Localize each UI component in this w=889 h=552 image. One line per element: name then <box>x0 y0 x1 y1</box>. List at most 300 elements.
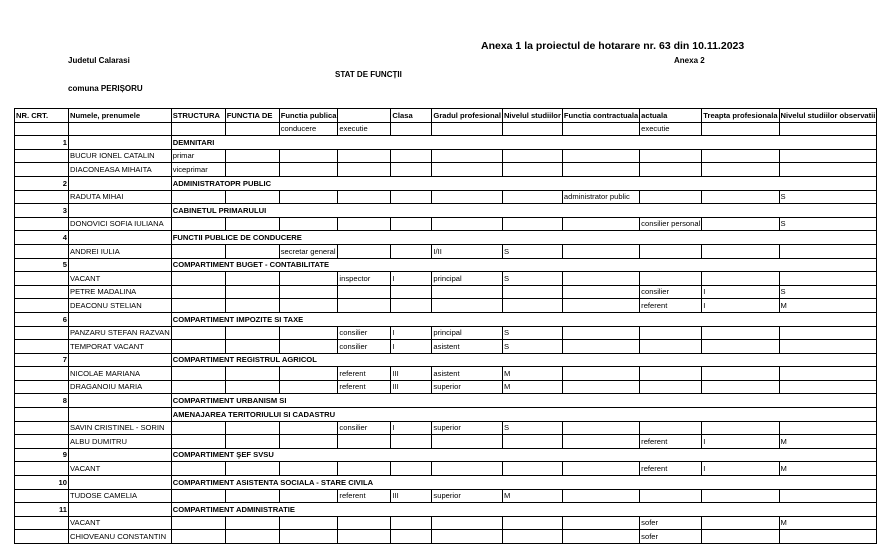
section-title: AMENAJAREA TERITORIULUI SI CADASTRU <box>171 408 877 422</box>
cell-fde <box>225 217 279 231</box>
subheader-empty <box>225 122 279 136</box>
cell-actuala <box>640 326 702 340</box>
row-number: 11 <box>15 503 69 517</box>
cell-name: ANDREI IULIA <box>69 244 172 258</box>
cell-executie <box>338 530 391 544</box>
cell-structura <box>171 462 225 476</box>
subheader-executie: executie <box>338 122 391 136</box>
cell-structura: viceprimar <box>171 163 225 177</box>
cell-conducere <box>279 149 338 163</box>
cell-treapta <box>702 217 779 231</box>
cell-clasa: III <box>391 489 432 503</box>
empty-cell <box>69 231 172 245</box>
row-number <box>15 163 69 177</box>
cell-clasa <box>391 217 432 231</box>
cell-nivel: S <box>502 326 562 340</box>
cell-name: DRAGANOIU MARIA <box>69 380 172 394</box>
cell-name: DONOVICI SOFIA IULIANA <box>69 217 172 231</box>
cell-structura <box>171 489 225 503</box>
employee-row <box>15 367 877 381</box>
employee-row <box>15 326 877 340</box>
subheader-empty <box>391 122 432 136</box>
row-number <box>15 530 69 544</box>
cell-executie: consilier <box>338 340 391 354</box>
row-number: 4 <box>15 231 69 245</box>
cell-grad: principal <box>432 326 503 340</box>
cell-clasa <box>391 435 432 449</box>
subheader-conducere: conducere <box>279 122 338 136</box>
cell-executie <box>338 285 391 299</box>
cell-nivel <box>502 217 562 231</box>
cell-nivel2: S <box>779 285 877 299</box>
section-title: COMPARTIMENT URBANISM SI <box>171 394 877 408</box>
cell-fcontract <box>562 367 639 381</box>
cell-fde <box>225 380 279 394</box>
cell-clasa: III <box>391 367 432 381</box>
subheader-empty <box>502 122 562 136</box>
cell-structura <box>171 299 225 313</box>
row-number <box>15 326 69 340</box>
cell-grad <box>432 163 503 177</box>
row-number: 8 <box>15 394 69 408</box>
row-number <box>15 244 69 258</box>
cell-nivel: M <box>502 380 562 394</box>
section-row <box>15 476 877 490</box>
cell-actuala <box>640 149 702 163</box>
cell-structura <box>171 516 225 530</box>
cell-fcontract <box>562 516 639 530</box>
employee-row <box>15 530 877 544</box>
cell-executie <box>338 149 391 163</box>
row-number <box>15 149 69 163</box>
cell-grad <box>432 285 503 299</box>
cell-clasa <box>391 285 432 299</box>
header-functia-contractuala: Functia contractuala <box>562 109 639 123</box>
cell-fde <box>225 340 279 354</box>
cell-executie: referent <box>338 367 391 381</box>
cell-name: VACANT <box>69 462 172 476</box>
row-number <box>15 217 69 231</box>
staff-table <box>14 108 877 544</box>
cell-nivel2: M <box>779 516 877 530</box>
cell-executie <box>338 163 391 177</box>
cell-treapta <box>702 421 779 435</box>
row-number <box>15 272 69 286</box>
cell-treapta <box>702 272 779 286</box>
cell-fcontract <box>562 489 639 503</box>
cell-clasa: I <box>391 272 432 286</box>
cell-name: BUCUR IONEL CATALIN <box>69 149 172 163</box>
cell-actuala: sofer <box>640 516 702 530</box>
cell-treapta <box>702 530 779 544</box>
cell-fcontract <box>562 340 639 354</box>
cell-name: CHIOVEANU CONSTANTIN <box>69 530 172 544</box>
cell-conducere <box>279 299 338 313</box>
commune-label: comuna PERIȘORU <box>68 84 143 93</box>
employee-row <box>15 299 877 313</box>
section-row <box>15 408 877 422</box>
cell-grad <box>432 299 503 313</box>
cell-fcontract <box>562 163 639 177</box>
employee-row <box>15 285 877 299</box>
row-number <box>15 516 69 530</box>
cell-treapta: I <box>702 462 779 476</box>
section-title: CABINETUL PRIMARULUI <box>171 204 877 218</box>
cell-actuala <box>640 190 702 204</box>
employee-row <box>15 380 877 394</box>
cell-conducere <box>279 326 338 340</box>
cell-clasa: III <box>391 380 432 394</box>
section-title: FUNCTII PUBLICE DE CONDUCERE <box>171 231 877 245</box>
cell-grad: superior <box>432 421 503 435</box>
cell-structura <box>171 435 225 449</box>
cell-nivel2 <box>779 380 877 394</box>
cell-actuala <box>640 340 702 354</box>
cell-conducere <box>279 163 338 177</box>
subheader-empty <box>562 122 639 136</box>
cell-executie: consilier <box>338 421 391 435</box>
employee-row <box>15 421 877 435</box>
empty-cell <box>69 394 172 408</box>
header-actuala: actuala <box>640 109 702 123</box>
cell-treapta <box>702 326 779 340</box>
cell-fcontract <box>562 244 639 258</box>
cell-grad <box>432 217 503 231</box>
cell-grad <box>432 530 503 544</box>
cell-actuala: referent <box>640 435 702 449</box>
cell-fde <box>225 421 279 435</box>
empty-cell <box>69 448 172 462</box>
cell-treapta <box>702 489 779 503</box>
subheader-empty <box>432 122 503 136</box>
cell-structura <box>171 367 225 381</box>
cell-fcontract <box>562 380 639 394</box>
employee-row <box>15 217 877 231</box>
cell-clasa <box>391 299 432 313</box>
subheader-empty <box>15 122 69 136</box>
empty-cell <box>69 503 172 517</box>
cell-clasa <box>391 244 432 258</box>
cell-conducere <box>279 272 338 286</box>
document-title: STAT DE FUNCȚII <box>335 70 402 79</box>
cell-name: PANZARU STEFAN RAZVAN <box>69 326 172 340</box>
cell-grad: I/II <box>432 244 503 258</box>
cell-actuala <box>640 163 702 177</box>
cell-actuala <box>640 489 702 503</box>
cell-nivel2: M <box>779 462 877 476</box>
cell-nivel2: M <box>779 299 877 313</box>
cell-nivel2 <box>779 421 877 435</box>
subheader-actuala-executie: executie <box>640 122 702 136</box>
cell-nivel: S <box>502 340 562 354</box>
empty-cell <box>69 258 172 272</box>
cell-executie: consilier <box>338 326 391 340</box>
cell-fcontract <box>562 326 639 340</box>
cell-fde <box>225 285 279 299</box>
cell-name: TEMPORAT VACANT <box>69 340 172 354</box>
cell-name: TUDOSE CAMELIA <box>69 489 172 503</box>
cell-executie <box>338 435 391 449</box>
header-observatii: observatii <box>839 110 876 120</box>
cell-nivel2 <box>779 489 877 503</box>
row-number: 6 <box>15 312 69 326</box>
row-number <box>15 285 69 299</box>
cell-nivel2: S <box>779 217 877 231</box>
cell-fcontract <box>562 285 639 299</box>
employee-row <box>15 435 877 449</box>
section-title: ADMINISTRATOPR PUBLIC <box>171 176 877 190</box>
cell-structura <box>171 244 225 258</box>
employee-row <box>15 340 877 354</box>
cell-grad: superior <box>432 489 503 503</box>
cell-actuala: referent <box>640 462 702 476</box>
cell-treapta: I <box>702 299 779 313</box>
cell-fcontract <box>562 217 639 231</box>
cell-fcontract <box>562 530 639 544</box>
table-subheader-row <box>15 122 877 136</box>
employee-row <box>15 462 877 476</box>
section-title: COMPARTIMENT IMPOZITE SI TAXE <box>171 312 877 326</box>
section-title: DEMNITARI <box>171 136 877 150</box>
cell-nivel2 <box>779 340 877 354</box>
subheader-empty <box>171 122 225 136</box>
cell-treapta <box>702 367 779 381</box>
section-row <box>15 448 877 462</box>
cell-name: SAVIN CRISTINEL - SORIN <box>69 421 172 435</box>
row-number <box>15 408 69 422</box>
cell-structura <box>171 285 225 299</box>
table-header-row <box>15 109 877 123</box>
annex-2-label: Anexa 2 <box>674 56 705 65</box>
cell-nivel: M <box>502 489 562 503</box>
cell-conducere <box>279 462 338 476</box>
header-gradul-profesional: Gradul profesional <box>432 109 503 123</box>
cell-executie <box>338 190 391 204</box>
cell-fde <box>225 163 279 177</box>
cell-grad: asistent <box>432 367 503 381</box>
section-row <box>15 353 877 367</box>
cell-actuala <box>640 421 702 435</box>
cell-clasa: I <box>391 326 432 340</box>
section-row <box>15 503 877 517</box>
cell-nivel <box>502 149 562 163</box>
subheader-empty <box>69 122 172 136</box>
cell-nivel2 <box>779 244 877 258</box>
section-row <box>15 312 877 326</box>
row-number <box>15 462 69 476</box>
row-number <box>15 190 69 204</box>
row-number <box>15 340 69 354</box>
cell-clasa <box>391 149 432 163</box>
cell-nivel <box>502 163 562 177</box>
row-number <box>15 489 69 503</box>
cell-fde <box>225 299 279 313</box>
subheader-empty <box>779 122 877 136</box>
cell-executie: referent <box>338 380 391 394</box>
cell-fde <box>225 489 279 503</box>
cell-nivel <box>502 299 562 313</box>
cell-executie <box>338 244 391 258</box>
employee-row <box>15 190 877 204</box>
row-number: 9 <box>15 448 69 462</box>
header-clasa: Clasa <box>391 109 432 123</box>
cell-executie <box>338 299 391 313</box>
cell-fde <box>225 149 279 163</box>
cell-grad <box>432 149 503 163</box>
cell-treapta <box>702 516 779 530</box>
cell-grad <box>432 462 503 476</box>
cell-fcontract <box>562 272 639 286</box>
cell-nivel2: S <box>779 190 877 204</box>
cell-structura <box>171 421 225 435</box>
header-nivelul-studiilor-2 <box>779 109 877 123</box>
cell-nivel: S <box>502 244 562 258</box>
cell-name: VACANT <box>69 272 172 286</box>
row-number: 1 <box>15 136 69 150</box>
cell-fde <box>225 190 279 204</box>
cell-fde <box>225 462 279 476</box>
row-number: 3 <box>15 204 69 218</box>
cell-actuala: consilier personal <box>640 217 702 231</box>
cell-fcontract: administrator public <box>562 190 639 204</box>
cell-nivel <box>502 530 562 544</box>
cell-nivel: S <box>502 272 562 286</box>
header-functia-publica-cont <box>338 109 391 123</box>
employee-row <box>15 272 877 286</box>
cell-clasa: I <box>391 340 432 354</box>
empty-cell <box>69 476 172 490</box>
cell-structura <box>171 340 225 354</box>
section-title: COMPARTIMENT REGISTRUL AGRICOL <box>171 353 877 367</box>
row-number <box>15 380 69 394</box>
cell-clasa <box>391 190 432 204</box>
cell-fde <box>225 367 279 381</box>
cell-name: ALBU DUMITRU <box>69 435 172 449</box>
cell-nivel <box>502 516 562 530</box>
cell-executie <box>338 217 391 231</box>
cell-conducere: secretar general <box>279 244 338 258</box>
cell-grad <box>432 190 503 204</box>
cell-conducere <box>279 516 338 530</box>
section-row <box>15 176 877 190</box>
cell-conducere <box>279 380 338 394</box>
cell-actuala <box>640 380 702 394</box>
employee-row <box>15 149 877 163</box>
empty-cell <box>69 136 172 150</box>
cell-nivel2 <box>779 149 877 163</box>
cell-grad: superior <box>432 380 503 394</box>
cell-structura: primar <box>171 149 225 163</box>
section-row <box>15 231 877 245</box>
cell-nivel2 <box>779 367 877 381</box>
cell-nivel2 <box>779 163 877 177</box>
header-structura: STRUCTURA <box>171 109 225 123</box>
empty-cell <box>69 353 172 367</box>
section-row <box>15 136 877 150</box>
cell-fde <box>225 530 279 544</box>
cell-clasa <box>391 530 432 544</box>
cell-executie: referent <box>338 489 391 503</box>
cell-grad <box>432 435 503 449</box>
cell-grad: principal <box>432 272 503 286</box>
row-number: 5 <box>15 258 69 272</box>
cell-conducere <box>279 285 338 299</box>
cell-nivel2: M <box>779 435 877 449</box>
employee-row <box>15 516 877 530</box>
cell-clasa: I <box>391 421 432 435</box>
cell-nivel2 <box>779 326 877 340</box>
cell-executie: inspector <box>338 272 391 286</box>
cell-actuala: referent <box>640 299 702 313</box>
cell-structura <box>171 190 225 204</box>
cell-treapta <box>702 380 779 394</box>
cell-conducere <box>279 367 338 381</box>
cell-fde <box>225 272 279 286</box>
cell-grad: asistent <box>432 340 503 354</box>
section-row <box>15 204 877 218</box>
section-title: COMPARTIMENT ŞEF SVSU <box>171 448 877 462</box>
cell-conducere <box>279 217 338 231</box>
cell-structura <box>171 272 225 286</box>
cell-actuala <box>640 367 702 381</box>
empty-cell <box>69 176 172 190</box>
employee-row <box>15 489 877 503</box>
cell-fcontract <box>562 435 639 449</box>
row-number <box>15 367 69 381</box>
cell-fde <box>225 435 279 449</box>
cell-treapta: I <box>702 435 779 449</box>
employee-row <box>15 244 877 258</box>
header-numele: Numele, prenumele <box>69 109 172 123</box>
header-nivel-text: Nivelul studiilor <box>780 110 838 120</box>
cell-conducere <box>279 489 338 503</box>
row-number: 2 <box>15 176 69 190</box>
cell-clasa <box>391 462 432 476</box>
section-row <box>15 258 877 272</box>
cell-fcontract <box>562 299 639 313</box>
cell-conducere <box>279 190 338 204</box>
cell-structura <box>171 326 225 340</box>
cell-treapta: I <box>702 285 779 299</box>
row-number <box>15 299 69 313</box>
header-functia-publica: Functia publica <box>279 109 338 123</box>
cell-nivel <box>502 435 562 449</box>
cell-fde <box>225 244 279 258</box>
cell-fcontract <box>562 421 639 435</box>
header-nr-crt: NR. CRT. <box>15 109 69 123</box>
header-nivelul-studiilor: Nivelul studiilor <box>502 109 562 123</box>
cell-conducere <box>279 421 338 435</box>
cell-name: VACANT <box>69 516 172 530</box>
cell-conducere <box>279 435 338 449</box>
cell-fcontract <box>562 462 639 476</box>
empty-cell <box>69 204 172 218</box>
cell-name: PETRE MADALINA <box>69 285 172 299</box>
employee-row <box>15 163 877 177</box>
empty-cell <box>69 408 172 422</box>
cell-nivel: S <box>502 421 562 435</box>
cell-name: NICOLAE MARIANA <box>69 367 172 381</box>
row-number <box>15 435 69 449</box>
cell-treapta <box>702 244 779 258</box>
cell-structura <box>171 530 225 544</box>
header-functia-de: FUNCTIA DE <box>225 109 279 123</box>
cell-executie <box>338 516 391 530</box>
cell-actuala: sofer <box>640 530 702 544</box>
empty-cell <box>69 312 172 326</box>
section-title: COMPARTIMENT BUGET - CONTABILITATE <box>171 258 877 272</box>
cell-nivel: M <box>502 367 562 381</box>
